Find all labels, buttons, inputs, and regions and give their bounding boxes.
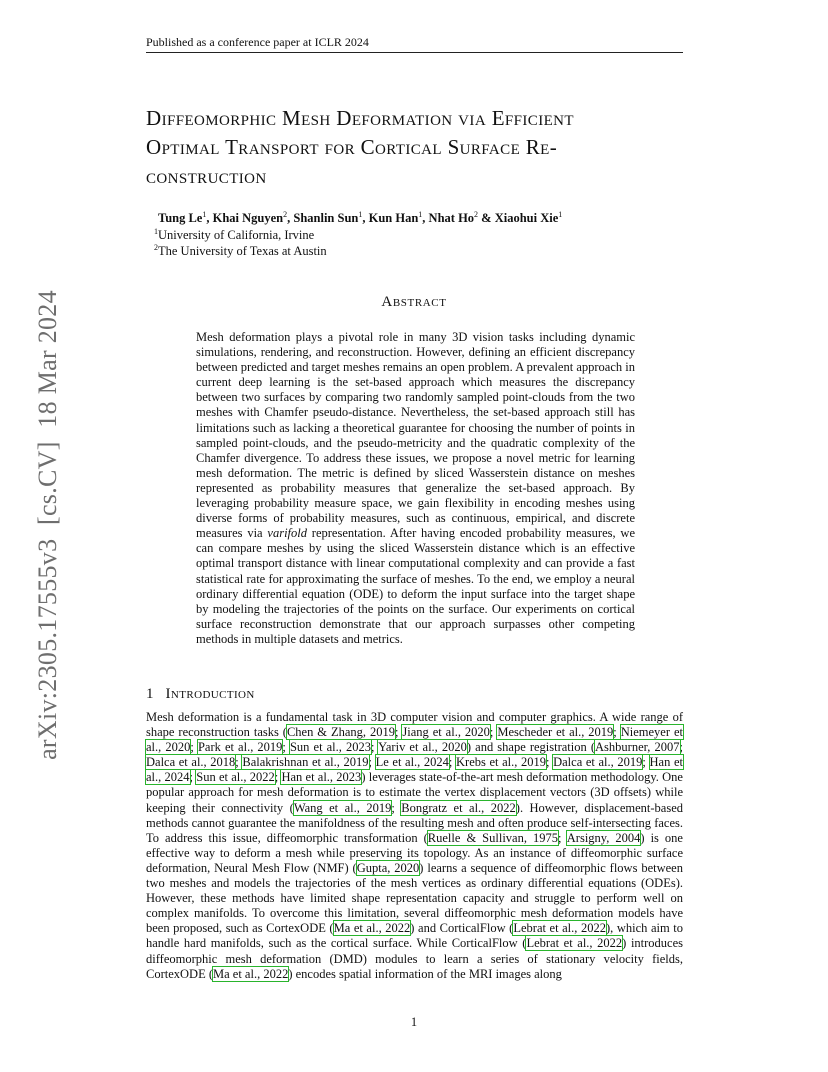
title-line: construction xyxy=(146,164,267,188)
affiliation-mark: 1 xyxy=(154,227,158,236)
abstract-emphasis: varifold xyxy=(267,526,307,541)
body-text: ; xyxy=(274,770,282,785)
abstract-heading: Abstract xyxy=(381,294,447,310)
arxiv-stamp-text: arXiv:2305.17555v3 [cs.CV] 18 Mar 2024 xyxy=(33,290,62,760)
author-list: Tung Le$^1$, Khai Nguyen$^2$, Shanlin Sun$^1$, Kun Han$^1$, Nhat Ho$^2$ & Xiaohui Xie$^1$ xyxy=(158,210,563,226)
page-number: 1 xyxy=(410,1015,418,1029)
abstract-text: Mesh deformation plays a pivotal role in many 3D vision tasks including dynamic simulations, rendering, and reconstruction. However, defining an efficient discrepancy between predicted and target meshes remains an open problem. A prevalent approach in current deep learning is the set-based approach which measures the discrepancy between two surfaces by comparing two randomly sampled point-clouds from the two meshes with Chamfer pseudo-distance. Nevertheless, the set-based approach still has limitations such as lacking a theoretical guarantee for choosing the number of points in sampled point-clouds, and the pseudo-metricity and the quadratic complexity of the Chamfer divergence. To address these issues, we propose a novel metric for learning mesh deformation. The metric is defined by sliced Wasserstein distance on meshes represented as probability measures that generalize the set-based approach. By leveraging probability measure space, we gain flexibility in encoding meshes using diverse forms of probability measures, such as continuous, empirical, and discrete measures via xyxy=(196,330,635,541)
body-text: ; xyxy=(448,755,457,770)
running-header: Published as a conference paper at ICLR 2024 xyxy=(146,35,683,53)
affiliation-mark: 1 xyxy=(558,210,563,219)
affiliation-mark: 2 xyxy=(474,210,479,219)
citation-link[interactable]: Ma et al., 2022 xyxy=(213,966,289,981)
author-name: Shanlin Sun xyxy=(293,211,359,226)
citation-link[interactable]: Gupta, 2020 xyxy=(356,860,420,875)
citation-link[interactable]: Lebrat et al., 2022 xyxy=(526,936,623,951)
citation-link[interactable]: Dalca et al., 2018 xyxy=(146,755,236,770)
affiliation-mark: 2 xyxy=(283,210,288,219)
body-text: ; xyxy=(282,740,290,755)
author-name: Xiaohui Xie xyxy=(494,211,559,226)
body-text: ) introduces diffeomorphic mesh deformation (DMD) modules to learn a series of stationary velocity fields, CortexODE ( xyxy=(146,936,684,981)
citation-link[interactable]: Dalca et al., 2019 xyxy=(553,755,643,770)
body-text: ) is one effective way to deform a mesh while preserving its topology. As an instance of diffeomorphic surface deformation, Neural Mesh Flow (NMF) ( xyxy=(146,830,683,875)
citation-link[interactable]: Sun et al., 2023 xyxy=(289,740,371,755)
title-line: Diffeomorphic Mesh Deformation via Efficient xyxy=(146,106,574,130)
title-line: Optimal Transport for Cortical Surface Re- xyxy=(146,135,558,159)
body-text: ) learns a sequence of diffeomorphic flows between two meshes and models the trajectories of the mesh vertices as ordinary differential equations (ODEs). However, these methods have limited shape representation capacity and struggle to perform well on complex manifolds. To overcome this limitation, several diffeomorphic mesh deformation models have been proposed, such as CortexODE ( xyxy=(146,860,683,936)
citation-link[interactable]: Arsigny, 2004 xyxy=(566,830,641,845)
body-text: ; xyxy=(394,725,403,740)
body-text: ; xyxy=(613,725,621,740)
citation-link[interactable]: Niemeyer et al., 2020 xyxy=(146,725,683,755)
author-name: Khai Nguyen xyxy=(212,211,284,226)
affiliation xyxy=(154,243,327,259)
affiliation-name: University of California, Irvine xyxy=(158,228,315,243)
citation-link[interactable]: Ruelle & Sullivan, 1975 xyxy=(427,830,558,845)
body-text: ; xyxy=(189,770,197,785)
author-name: Tung Le xyxy=(158,211,203,226)
body-text: ; xyxy=(546,755,554,770)
abstract-text: representation. After having encoded probability measures, we can compare meshes by using the sliced Wasserstein distance which is an effective optimal transport distance with linear computational complexity and can provide a fast statistical rate for approximating the surface of meshes. To the end, we employ a neural ordinary differential equation (ODE) to deform the input surface into the target shape by modeling the trajectories of the points on the surface. Our experiments on cortical surface reconstruction demonstrate that our approach surpasses other competing methods in multiple datasets and metrics. xyxy=(196,526,635,646)
body-text: ) encodes spatial information of the MRI images along xyxy=(288,966,562,981)
body-text: ). However, displacement-based methods cannot guarantee the manifoldness of the resulting mesh and often produce self-intersecting faces. To address this issue, diffeomorphic transformation ( xyxy=(146,800,683,845)
citation-link[interactable]: Han et al., 2024 xyxy=(146,755,683,785)
citation-link[interactable]: Wang et al., 2019 xyxy=(293,800,392,815)
affiliation xyxy=(154,227,314,243)
affiliation-name: The University of Texas at Austin xyxy=(158,244,327,259)
paper-title xyxy=(146,104,691,191)
citation-link[interactable]: Balakrishnan et al., 2019 xyxy=(242,755,369,770)
abstract-body xyxy=(196,330,635,647)
citation-link[interactable]: Chen & Zhang, 2019 xyxy=(286,725,395,740)
body-text: ) and CorticalFlow ( xyxy=(410,921,514,936)
affiliation-mark: 2 xyxy=(154,243,158,252)
body-text: ; xyxy=(368,755,376,770)
author-name: Nhat Ho xyxy=(428,211,475,226)
introduction-paragraph xyxy=(146,710,683,982)
body-text: ; xyxy=(391,800,402,815)
citation-link[interactable]: Bongratz et al., 2022 xyxy=(401,800,516,815)
section-number: 1 xyxy=(146,686,154,702)
body-text: ; xyxy=(642,755,650,770)
body-text: ) leverages state-of-the-art mesh deformation methodology. One popular approach for mesh deformation is to estimate the vertex displacement vectors (3D offsets) while keeping their connectivity ( xyxy=(146,770,683,815)
body-text: ; xyxy=(489,725,498,740)
affiliation-mark: 1 xyxy=(358,210,363,219)
body-text: ), which aim to handle hard manifolds, such as the cortical surface. While CorticalFlow ( xyxy=(146,921,683,951)
affiliation-mark: 1 xyxy=(202,210,207,219)
citation-link[interactable]: Krebs et al., 2019 xyxy=(456,755,547,770)
body-text: Mesh deformation is a fundamental task in 3D computer vision and computer graphics. A wide range of shape reconstruction tasks ( xyxy=(146,710,683,740)
citation-link[interactable]: Lebrat et al., 2022 xyxy=(513,921,606,936)
body-text: ; xyxy=(371,740,379,755)
section-heading xyxy=(146,686,255,703)
citation-link[interactable]: Yariv et al., 2020 xyxy=(378,740,467,755)
body-text: ; xyxy=(679,740,683,755)
body-text: ; xyxy=(190,740,198,755)
arxiv-stamp xyxy=(33,285,62,765)
citation-link[interactable]: Sun et al., 2022 xyxy=(196,770,275,785)
affiliation-mark: 1 xyxy=(418,210,423,219)
citation-link[interactable]: Le et al., 2024 xyxy=(375,755,449,770)
citation-link[interactable]: Park et al., 2019 xyxy=(197,740,283,755)
body-text: ; xyxy=(557,830,567,845)
citation-link[interactable]: Ma et al., 2022 xyxy=(333,921,411,936)
citation-link[interactable]: Jiang et al., 2020 xyxy=(402,725,490,740)
citation-link[interactable]: Ashburner, 2007 xyxy=(595,740,680,755)
citation-link[interactable]: Mescheder et al., 2019 xyxy=(497,725,614,740)
body-text: ; xyxy=(235,755,243,770)
citation-link[interactable]: Han et al., 2023 xyxy=(281,770,362,785)
author-name: Kun Han xyxy=(368,211,419,226)
body-text: ) and shape registration ( xyxy=(466,740,596,755)
section-title: Introduction xyxy=(165,686,255,702)
